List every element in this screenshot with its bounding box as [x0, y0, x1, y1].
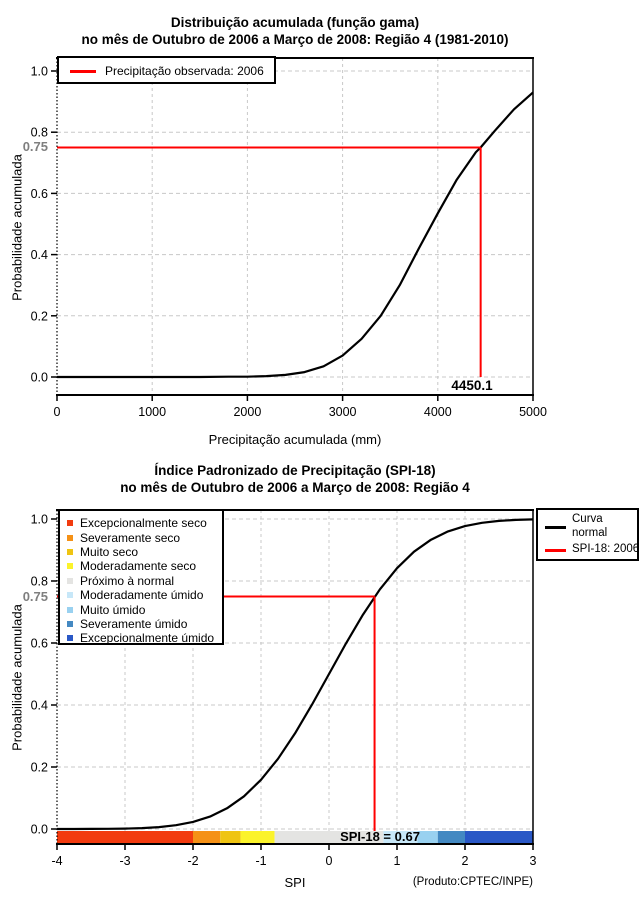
y-tick-label: 0.6	[30, 186, 48, 201]
spi-category-legend-item	[67, 631, 222, 645]
x-tick-label: 0	[53, 405, 61, 419]
x-tick-label: 2000	[233, 405, 262, 419]
bottom-chart-x-axis-label: SPI	[284, 875, 306, 890]
top-chart-title	[57, 14, 533, 48]
spi-category-legend-item	[67, 545, 222, 559]
spi-colorbar-segment	[465, 831, 533, 843]
x-tick-label: 5000	[519, 405, 547, 419]
top-chart-value-label: 4450.1	[451, 378, 493, 393]
legend-entry-label: SPI-18: 2006	[572, 543, 640, 555]
spi-category-legend-item	[67, 602, 222, 616]
x-tick-label: 0	[325, 854, 333, 868]
y-tick-label: 0.4	[30, 698, 48, 713]
category-color-swatch-icon	[67, 607, 73, 613]
spi-category-legend-item	[67, 574, 222, 588]
curve-legend-entry	[538, 543, 640, 557]
x-tick-label: 3	[529, 854, 537, 868]
y-tick-label: 0.6	[30, 636, 48, 651]
spi-colorbar-segment	[438, 831, 465, 843]
legend-line-sample-icon	[545, 526, 566, 529]
top-chart-legend	[57, 56, 276, 84]
category-label: Excepcionalmente seco	[80, 516, 207, 531]
y-tick-label: 0.0	[30, 370, 48, 385]
category-color-swatch-icon	[67, 635, 73, 641]
x-tick-label: 4000	[423, 405, 452, 419]
x-tick-label: -1	[255, 854, 267, 868]
x-tick-label: -3	[119, 854, 131, 868]
spi-colorbar-segment	[220, 831, 240, 843]
x-tick-label: 3000	[328, 405, 357, 419]
category-color-swatch-icon	[67, 535, 73, 541]
spi-category-legend-item	[67, 588, 222, 602]
category-color-swatch-icon	[67, 578, 73, 584]
y-tick-label: 0.8	[30, 574, 48, 589]
y-tick-label: 0.2	[30, 309, 48, 324]
top-chart-legend-label: Precipitação observada: 2006	[105, 64, 264, 78]
category-label: Muito úmido	[80, 602, 146, 617]
category-color-swatch-icon	[67, 592, 73, 598]
spi-category-legend	[58, 509, 224, 645]
spi-colorbar-segment	[193, 831, 220, 843]
spi-category-legend-item	[67, 617, 222, 631]
spi-colorbar-segment	[241, 831, 275, 843]
bottom-chart-title-line2: no mês de Outubro de 2006 a Março de 2008: Região 4	[120, 480, 470, 495]
bottom-chart-title	[57, 462, 533, 496]
category-color-swatch-icon	[67, 563, 73, 569]
bottom-chart-prob-075-label: 0.75	[22, 589, 48, 604]
red-line-sample-icon	[70, 70, 96, 73]
category-label: Moderadamente úmido	[80, 588, 204, 603]
curve-legend-entry	[538, 513, 637, 541]
spi-category-legend-item	[67, 530, 222, 544]
bottom-chart-y-axis-label: Probabilidade acumulada	[9, 604, 25, 751]
legend-entry-label: normal	[572, 527, 608, 539]
category-label: Moderadamente seco	[80, 559, 197, 574]
category-label: Excepcionalmente úmido	[80, 631, 215, 646]
top-chart-title-line1: Distribuição acumulada (função gama)	[170, 15, 420, 30]
category-color-swatch-icon	[67, 520, 73, 526]
spi-category-legend-item	[67, 516, 222, 530]
top-chart-title-line2: no mês de Outubro de 2006 a Março de 2008: Região 4 (1981-2010)	[81, 32, 509, 47]
category-color-swatch-icon	[67, 621, 73, 627]
x-tick-label: -2	[187, 854, 199, 868]
y-tick-label: 1.0	[30, 512, 48, 527]
y-tick-label: 0.2	[30, 760, 48, 775]
y-tick-label: 1.0	[30, 64, 48, 79]
x-tick-label: 1	[393, 854, 401, 868]
gamma-cdf-curve	[57, 92, 533, 377]
legend-line-sample-icon	[545, 549, 566, 552]
bottom-chart-title-line1: Índice Padronizado de Precipitação (SPI-18)	[154, 463, 436, 478]
product-credit: (Produto:CPTEC/INPE)	[412, 876, 533, 888]
category-label: Severamente seco	[80, 530, 181, 545]
top-chart-x-axis-label: Precipitação acumulada (mm)	[208, 432, 382, 447]
top-chart-y-axis-label: Probabilidade acumulada	[9, 154, 25, 301]
category-label: Muito seco	[80, 544, 139, 559]
category-label: Severamente úmido	[80, 616, 188, 631]
x-tick-label: 1000	[138, 405, 167, 419]
x-tick-label: -4	[51, 854, 63, 868]
y-tick-label: 0.8	[30, 125, 48, 140]
legend-entry-label: Curva	[572, 513, 603, 525]
top-chart-prob-075-label: 0.75	[22, 139, 48, 154]
spi-annotation: SPI-18 = 0.67	[340, 829, 420, 844]
y-tick-label: 0.0	[30, 822, 48, 837]
category-label: Próximo à normal	[80, 573, 175, 588]
x-tick-label: 2	[461, 854, 469, 868]
category-color-swatch-icon	[67, 549, 73, 555]
spi-colorbar-segment	[57, 831, 193, 843]
y-tick-label: 0.4	[30, 248, 48, 263]
spi-category-legend-item	[67, 559, 222, 573]
curve-legend	[536, 508, 639, 561]
